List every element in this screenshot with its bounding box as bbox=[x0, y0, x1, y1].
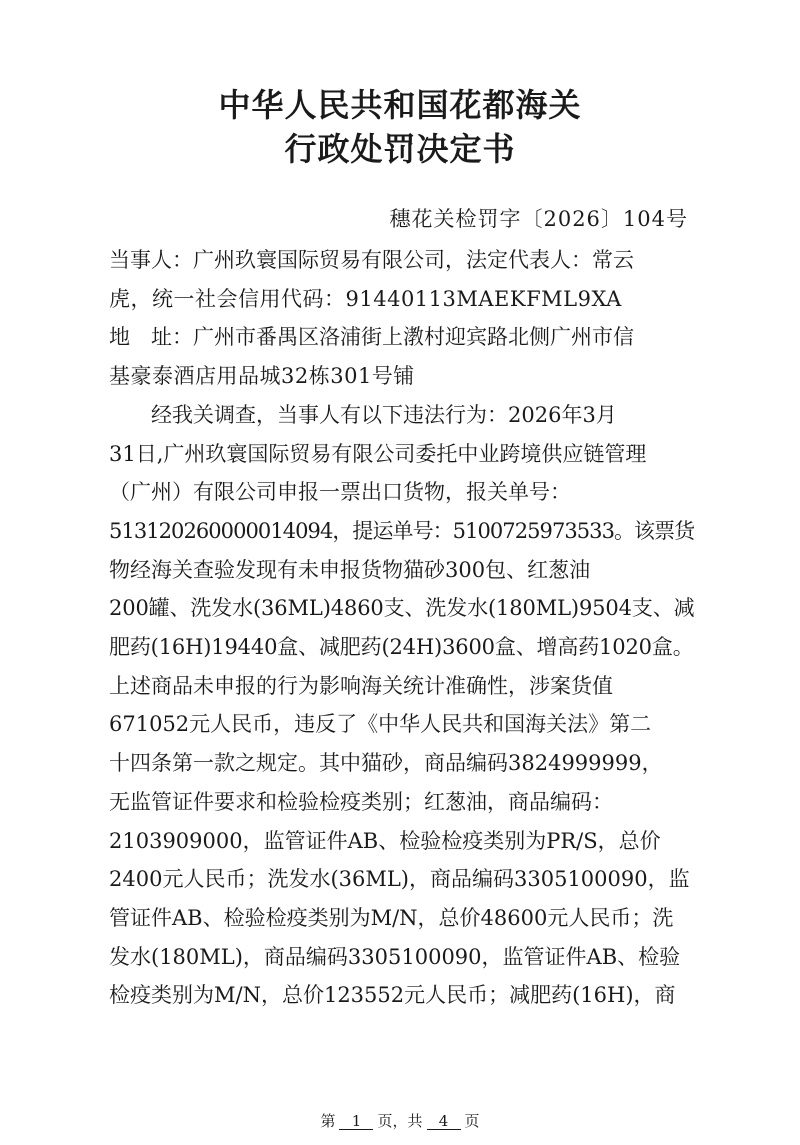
body-line: 2103909000，监管证件AB、检验检疫类别为PR/S，总价 bbox=[109, 828, 661, 853]
document-number: 穗花关检罚字〔2026〕104号 bbox=[389, 207, 688, 231]
body-line: 十四条第一款之规定。其中猫砂，商品编码3824999999， bbox=[109, 751, 663, 776]
body-line: 虎，统一社会信用代码：91440113MAEKFML9XA bbox=[109, 286, 622, 311]
body-line: 200罐、洗发水(36ML)4860支、洗发水(180ML)9504支、减 bbox=[109, 596, 694, 621]
total-pages-number: 4 bbox=[427, 1113, 461, 1130]
body-line: 上述商品未申报的行为影响海关统计准确性，涉案货值 bbox=[109, 673, 613, 698]
body-line: 31日,广州玖寰国际贸易有限公司委托中业跨境供应链管理 bbox=[109, 441, 647, 466]
body-line: 基豪泰酒店用品城32栋301号铺 bbox=[109, 364, 415, 389]
footer-suffix: 页 bbox=[464, 1112, 480, 1130]
body-line: 检疫类别为M/N，总价123552元人民币；减肥药(16H)，商 bbox=[109, 983, 676, 1008]
body-line: 肥药(16H)19440盒、减肥药(24H)3600盒、增高药1020盒。 bbox=[109, 635, 694, 659]
body-line: 当事人：广州玖寰国际贸易有限公司，法定代表人：常云 bbox=[109, 248, 634, 272]
body-line: （广州）有限公司申报一票出口货物，报关单号： bbox=[109, 480, 571, 505]
body-line: 地 址：广州市番禺区洛浦街上漖村迎宾路北侧广州市信 bbox=[109, 325, 634, 350]
current-page-number: 1 bbox=[339, 1113, 373, 1130]
page-footer bbox=[0, 1110, 800, 1131]
document-title: 中华人民共和国花都海关 bbox=[218, 86, 582, 124]
document-subtitle: 行政处罚决定书 bbox=[284, 130, 516, 168]
footer-prefix: 第 bbox=[320, 1112, 336, 1130]
body-line: 管证件AB、检验检疫类别为M/N，总价48600元人民币；洗 bbox=[109, 905, 674, 930]
body-line: 经我关调查，当事人有以下违法行为：2026年3月 bbox=[109, 402, 617, 427]
body-line: 无监管证件要求和检验检疫类别；红葱油，商品编码： bbox=[109, 789, 613, 814]
footer-middle: 页，共 bbox=[377, 1112, 423, 1130]
body-line: 671052元人民币，违反了《中华人民共和国海关法》第二 bbox=[109, 712, 652, 737]
body-line: 513120260000014094，提运单号：5100725973533。该票货 bbox=[109, 518, 694, 543]
body-line: 物经海关查验发现有未申报货物猫砂300包、红葱油 bbox=[109, 557, 591, 582]
body-line: 发水(180ML)，商品编码3305100090，监管证件AB、检验 bbox=[109, 944, 681, 969]
body-line: 2400元人民币；洗发水(36ML)，商品编码3305100090，监 bbox=[109, 867, 690, 892]
